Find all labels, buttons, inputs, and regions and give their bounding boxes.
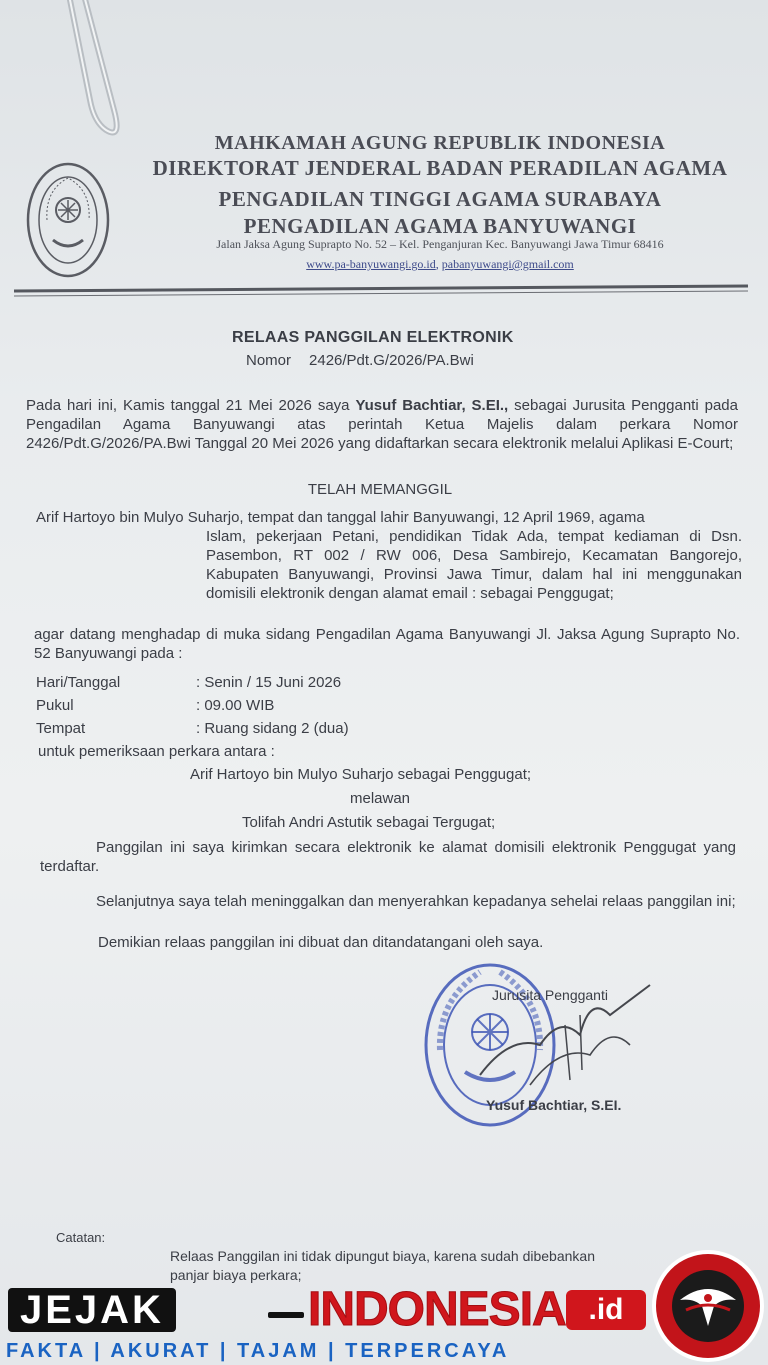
letterhead-line-2: DIREKTORAT JENDERAL BADAN PERADILAN AGAMA [152, 156, 728, 180]
media-logo-icon [650, 1248, 766, 1364]
court-seal-icon [25, 160, 111, 280]
party-identity [36, 508, 742, 603]
letterhead-contacts [160, 257, 720, 272]
email-link[interactable]: pabanyuwangi@gmail.com [441, 257, 574, 271]
case-number [246, 351, 474, 370]
delivery-paragraph: Panggilan ini saya kirimkan secara elektronik ke alamat domisili elektronik Penggugat yang terdaftar. [40, 839, 736, 875]
case-number-label: Nomor [246, 352, 292, 369]
brand-domain-badge: .id [566, 1290, 646, 1330]
signer-title: Jurusita Pengganti [492, 987, 608, 1003]
website-link[interactable]: www.pa-banyuwangi.go.id [306, 257, 436, 271]
examination-line: untuk pemeriksaan perkara antara : [38, 743, 275, 760]
party-identity-first-line: Arif Hartoyo bin Mulyo Suharjo, tempat dan tanggal lahir Banyuwangi, 12 April 1969, agama [36, 509, 645, 526]
opening-paragraph [26, 396, 738, 453]
case-number-value: 2426/Pdt.G/2026/PA.Bwi [309, 352, 474, 369]
letterhead-line-4: PENGADILAN AGAMA BANYUWANGI [243, 214, 637, 238]
letterhead-line-1: MAHKAMAH AGUNG REPUBLIK INDONESIA [214, 132, 666, 154]
opening-text-b: sebagai Jurusita Pengganti pada Pengadilan Agama Banyuwangi atas perintah Ketua Majelis dalam perkara Nomor 2426/Pdt.G/2026/PA.Bwi Tanggal 20 Mei 2026 yang didaftarkan secara elektronik melalui Aplikasi E-Court; [26, 397, 738, 452]
letterhead-address: Jalan Jaksa Agung Suprapto No. 52 – Kel. Penganjuran Kec. Banyuwangi Jawa Timur 68416 [216, 237, 664, 251]
closing-paragraph: Demikian relaas panggilan ini dibuat dan ditandatangani oleh saya. [98, 934, 544, 951]
handover-paragraph: Selanjutnya saya telah meninggalkan dan menyerahkan kepadanya sehelai relaas panggilan ini; [96, 893, 736, 910]
document-title: RELAAS PANGGILAN ELEKTRONIK [232, 329, 514, 346]
signer-name: Yusuf Bachtiar, S.EI. [486, 1097, 622, 1113]
schedule-day [36, 673, 341, 692]
schedule-place [36, 719, 349, 738]
brand-indonesia: INDONESIA [308, 1283, 566, 1336]
contacts-separator: , [435, 257, 439, 271]
opening-text-a: Pada hari ini, Kamis tanggal 21 Mei 2026 saya [26, 397, 356, 414]
brand-tagline: FAKTA | AKURAT | TAJAM | TERPERCAYA [6, 1340, 510, 1362]
note-line-2: panjar biaya perkara; [170, 1267, 302, 1283]
schedule-day-label: Hari/Tanggal [36, 674, 121, 691]
brand-jejak: JEJAK [8, 1288, 176, 1332]
party-identity-rest: Islam, pekerjaan Petani, pendidikan Tidak Ada, tempat kediaman di Dsn. Pasembon, RT 002 / RW 006, Desa Sambirejo, Kecamatan Bangorejo, Kabupaten Banyuwangi, Provinsi Jawa Timur, dalam hal ini menggunakan domisili elektronik dengan alamat email : sebagai Penggugat; [206, 528, 742, 602]
defendant-line: Tolifah Andri Astutik sebagai Tergugat; [242, 814, 496, 831]
schedule-time-label: Pukul [36, 697, 74, 714]
brand-dash [268, 1312, 304, 1318]
appearance-paragraph: agar datang menghadap di muka sidang Pengadilan Agama Banyuwangi Jl. Jaksa Agung Suprapto No. 52 Banyuwangi pada : [34, 626, 740, 662]
plaintiff-line: Arif Hartoyo bin Mulyo Suharjo sebagai Penggugat; [190, 766, 532, 783]
note-line-1: Relaas Panggilan ini tidak dipungut biaya, karena sudah dibebankan [170, 1248, 595, 1264]
summoned-heading: TELAH MEMANGGIL [307, 481, 453, 498]
versus-line: melawan [350, 790, 411, 807]
schedule-time-value: : 09.00 WIB [196, 697, 275, 714]
schedule-place-value: : Ruang sidang 2 (dua) [196, 720, 349, 737]
schedule-place-label: Tempat [36, 720, 86, 737]
letterhead-line-3: PENGADILAN TINGGI AGAMA SURABAYA [218, 187, 662, 211]
schedule-day-value: : Senin / 15 Juni 2026 [196, 674, 342, 691]
schedule-time [36, 696, 274, 715]
bailiff-name: Yusuf Bachtiar, S.EI., [355, 397, 509, 414]
note-text [170, 1247, 595, 1285]
note-label: Catatan: [56, 1230, 106, 1245]
